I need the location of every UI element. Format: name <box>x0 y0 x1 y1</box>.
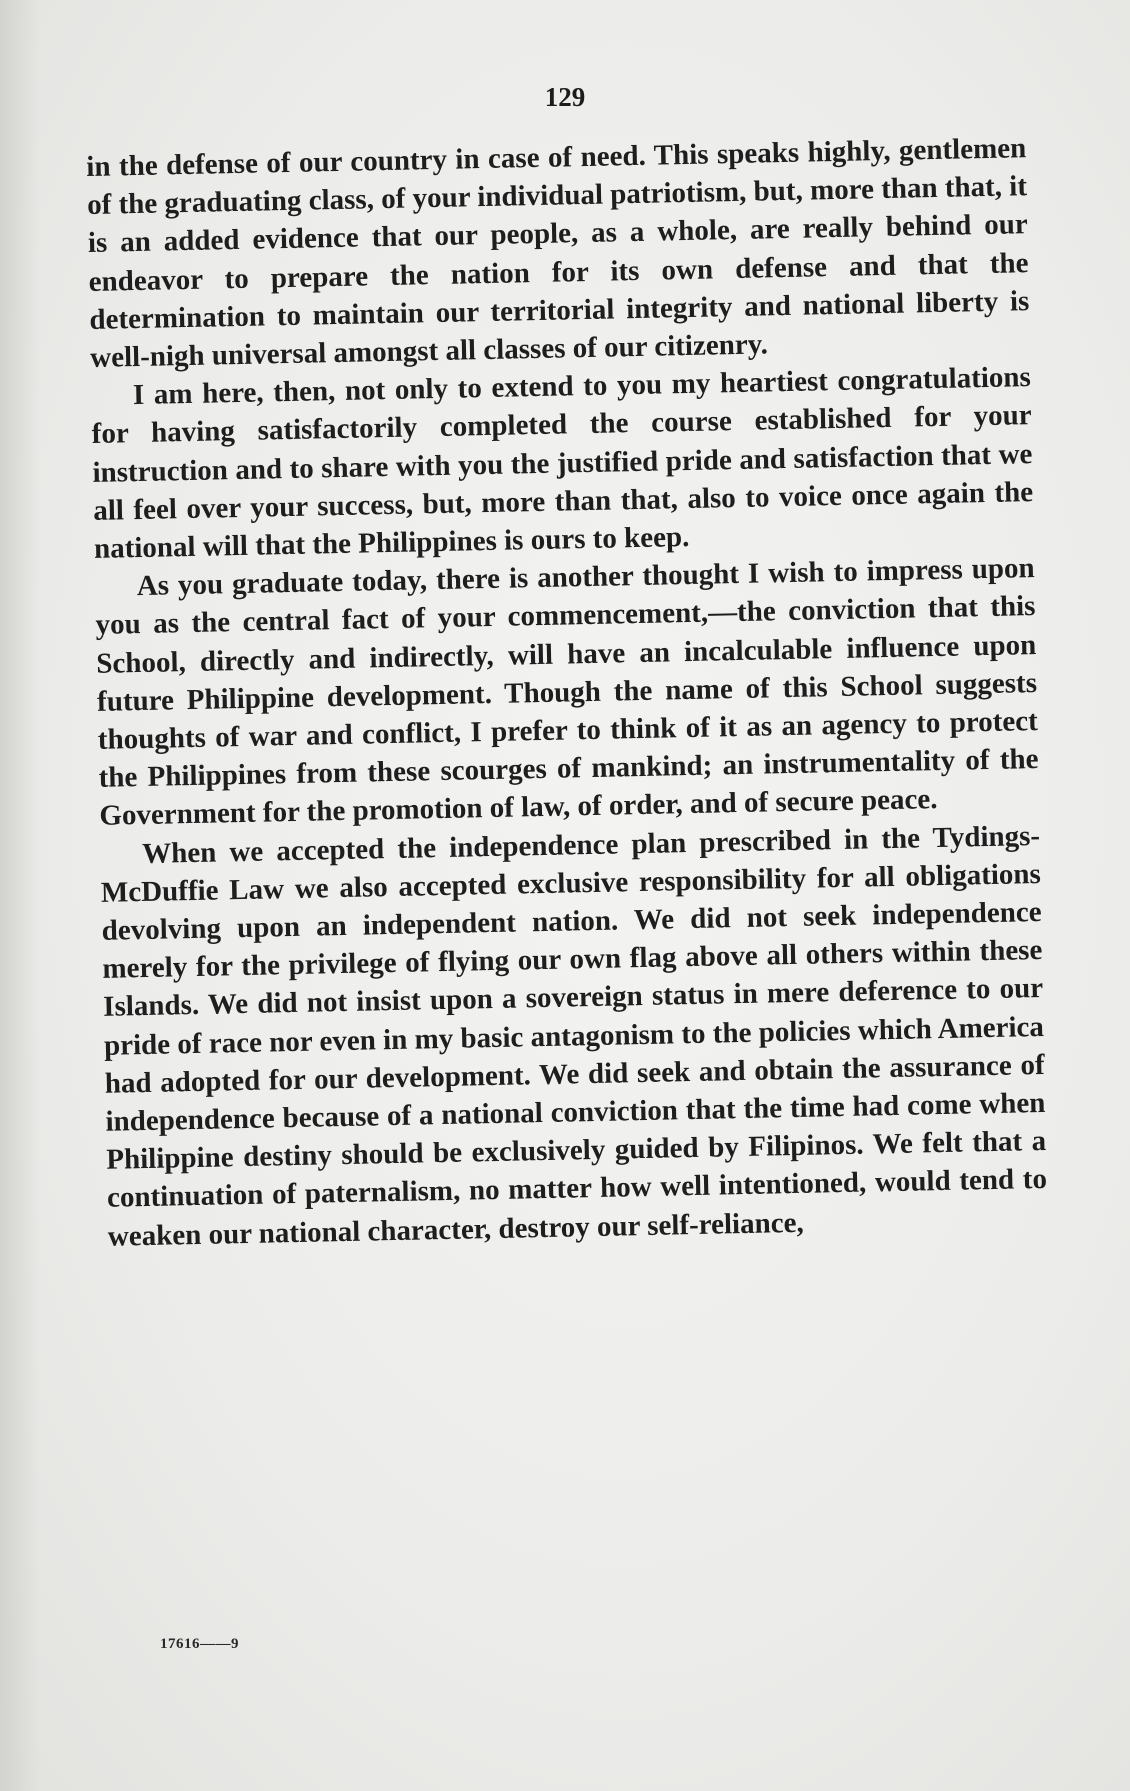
paragraph-commencement: As you graduate today, there is another thought I wish to impress upon you as the central fact of your commencement,—the conviction that this School, directly and indirectly, will have an incalculable influence upon future Philippine development. Though the name of this School suggests thoughts of war and conflict, I prefer to think of it as an agency to protect the Philippines from these scourges of mankind; an instrumentality of the Government for the promotion of law, of order, and of secure peace. <box>95 552 1039 833</box>
paragraph-continuation: in the defense of our country in case of need. This speaks highly, gentlemen of the graduating class, of your individual patriotism, but, more than that, it is an added evidence that our people, as a whole, are really behind our endeavor to prepare the nation for its own defense and that the determination to maintain our territorial integrity and national liberty is well-nigh universal amongst all classes of our citizenry. <box>86 132 1030 374</box>
printer-signature-mark: 17616——9 <box>160 1636 239 1652</box>
paragraph-independence: When we accepted the independence plan prescribed in the Tydings-McDuffie Law we also accepted exclusive responsibility for all obligations devolving upon an independent nation. We did not seek independence merely for the privilege of flying our own flag above all others within these Islands. We did not insist upon a sovereign status in mere deference to our pride of race nor even in my basic antagonism to the policies which America had adopted for our development. We did seek and obtain the assurance of independence because of a national conviction that the time had come when Philippine destiny should be exclusively guided by Filipinos. We felt that a continuation of paternalism, no matter how well intentioned, would tend to weaken our national character, destroy our self-reliance, <box>100 819 1048 1253</box>
page-number: 129 <box>544 82 586 112</box>
paragraph-congratulations: I am here, then, not only to extend to you my heartiest congratulations for having satisfactorily completed the course established for your instruction and to share with you the justified pride and satisfaction that we all feel over your success, but, more than that, also to voice once again the national will that the Philippines is ours to keep. <box>91 361 1034 565</box>
body-text <box>86 129 1048 1256</box>
gutter-shadow <box>0 0 40 1791</box>
